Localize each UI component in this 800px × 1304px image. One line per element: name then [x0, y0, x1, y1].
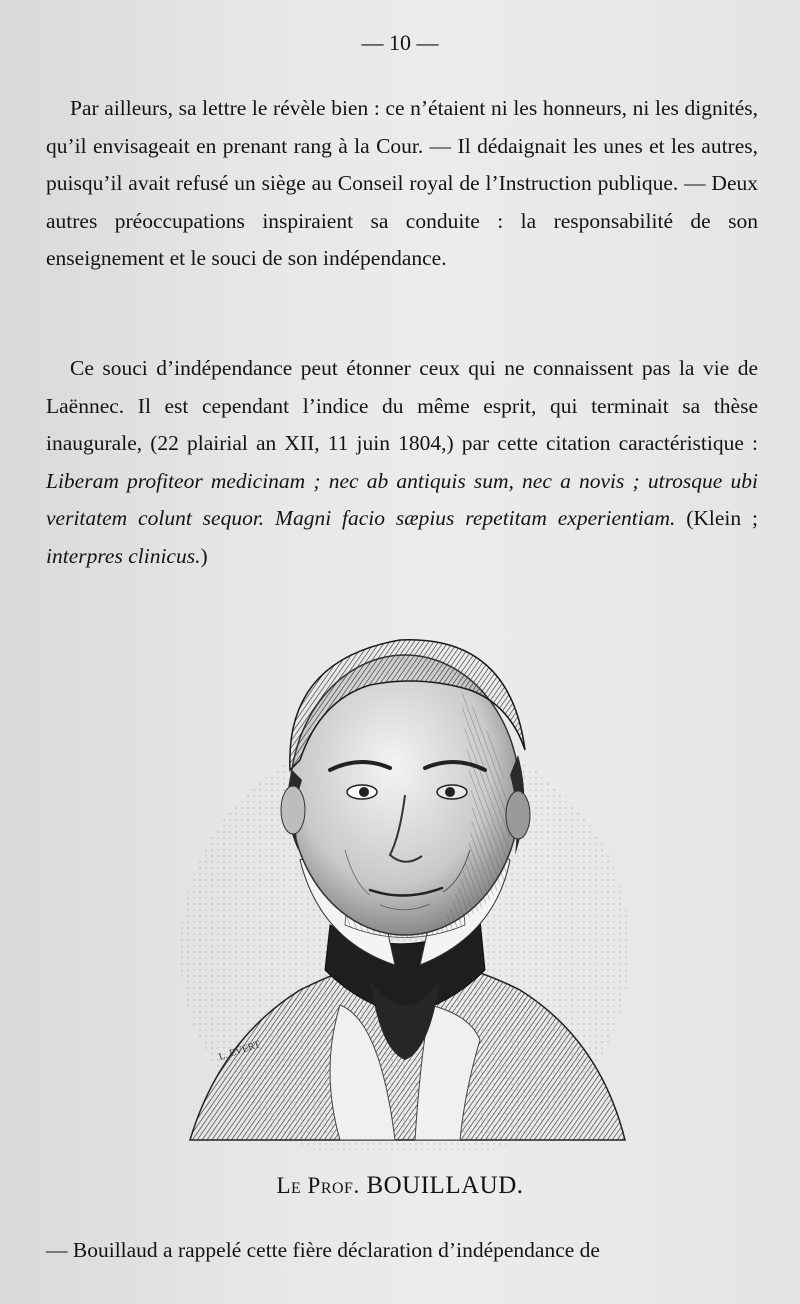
portrait-signature: L. EVERT [217, 1039, 262, 1063]
paragraph-2 [46, 350, 758, 575]
caption-prefix: Le Prof. [276, 1173, 360, 1198]
paragraph-2-lead: Ce souci d’indépendance peut étonner ceux qui ne connaissent pas la vie de Laënnec. Il est cependant l’indice du même esprit, qui terminait sa thèse inaugurale, (22 plairial an XII, 11 juin 1804,) par cette citation caractéristique : [46, 356, 758, 455]
portrait-caption [0, 1172, 800, 1200]
page-number: — 10 — [361, 30, 439, 55]
quote-source-title: interpres clinicus. [46, 543, 201, 568]
paragraph-1-text: Par ailleurs, sa lettre le révèle bien : ce n’étaient ni les honneurs, ni les dignités, qu’il envisageait en prenant rang à la Cour. — Il dédaignait les unes et les autres, puisqu’il avait refusé un siège au Conseil royal de l’Instruction publique. — Deux autres préoccupations inspiraient sa conduite : la responsabilité de son enseignement et le souci de son indépendance. [46, 96, 758, 270]
paragraph-3-text: — Bouillaud a rappelé cette fière déclaration d’indépendance de [46, 1238, 600, 1262]
quote-source-open: (Klein ; [675, 506, 758, 530]
caption-name: BOUILLAUD. [366, 1172, 524, 1199]
paragraph-1 [46, 90, 758, 278]
portrait-engraving [180, 620, 630, 1150]
paragraph-3 [46, 1232, 758, 1270]
quote-source-close: ) [200, 543, 208, 568]
latin-quote: Liberam profiteor medicinam ; nec ab antiquis sum, nec a novis ; utrosque ubi veritatem colunt sequor. Magni facio sæpius repetitam experientiam. [46, 468, 758, 530]
